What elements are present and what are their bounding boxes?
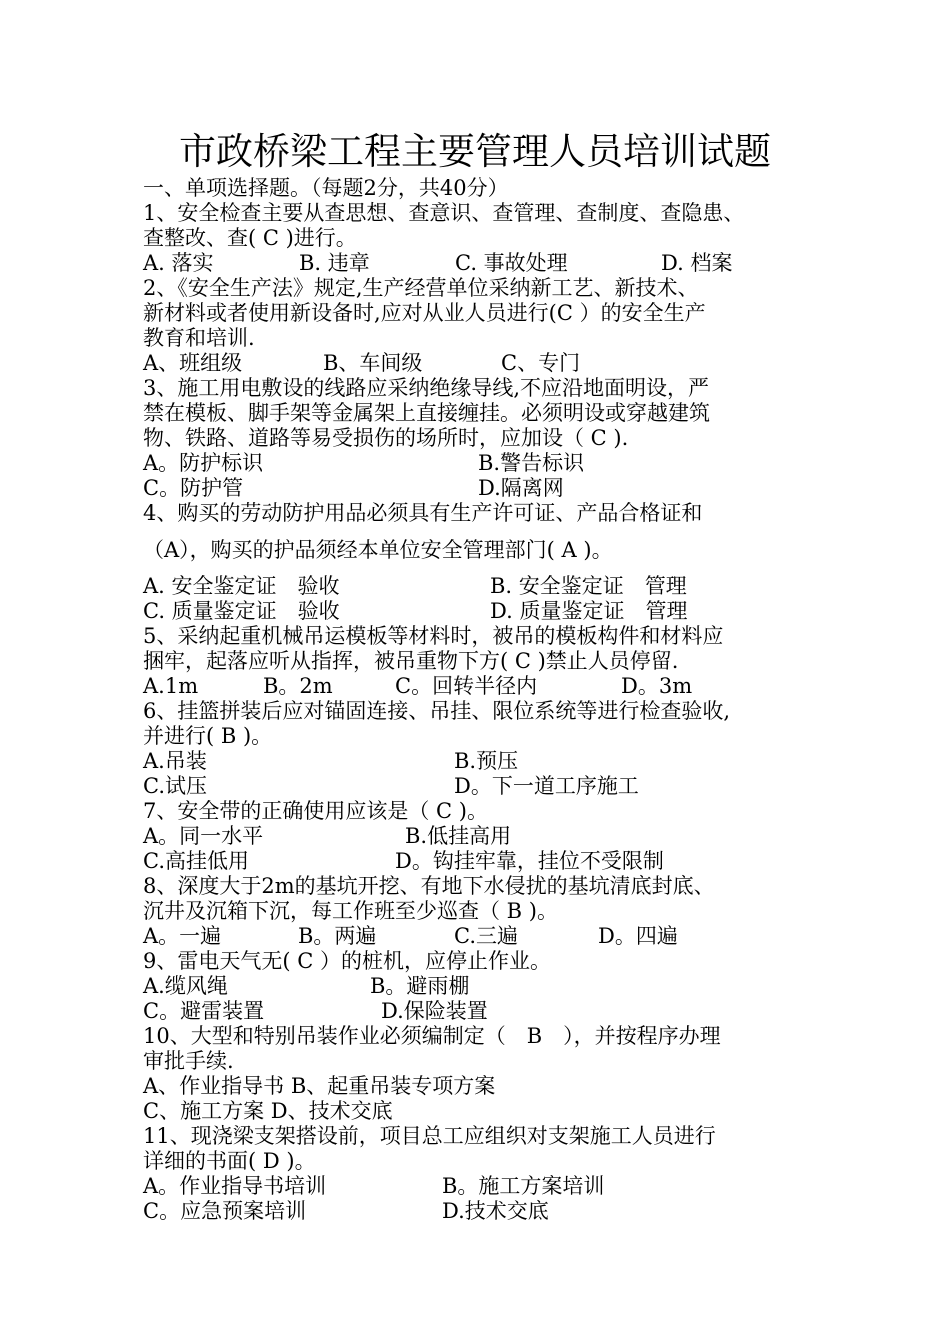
question-8-stem-line-2: 沉井及沉箱下沉，每工作班至少巡查（ B )。 — [143, 899, 558, 923]
question-6-option-b: B.预压 — [454, 749, 519, 773]
question-1-stem-line-2: 查整改、查( C )进行。 — [143, 226, 357, 250]
question-3-stem-line-3: 物、铁路、道路等易受损伤的场所时，应加设（ C ). — [143, 426, 629, 450]
question-1-options — [143, 251, 833, 276]
question-8-option-b: B。两遍 — [298, 924, 377, 948]
question-3-option-c: C。防护管 — [143, 476, 244, 500]
question-11-option-d: D.技术交底 — [442, 1199, 549, 1223]
question-7-option-c: C.高挂低用 — [143, 849, 249, 873]
question-5-option-d: D。3m — [621, 674, 693, 698]
question-11-option-c: C。应急预案培训 — [143, 1199, 307, 1223]
question-8-option-d: D。四遍 — [598, 924, 678, 948]
question-4-option-d: D. 质量鉴定证 管理 — [490, 599, 688, 623]
question-7-options-row-2 — [143, 849, 833, 874]
question-2-stem-line-3: 教育和培训. — [143, 326, 255, 350]
question-6-options-row-1 — [143, 749, 833, 774]
question-9-option-a: A.缆风绳 — [143, 974, 228, 998]
question-5-stem-line-2: 捆牢，起落应听从指挥，被吊重物下方( C )禁止人员停留. — [143, 649, 679, 673]
question-11-options-row-2 — [143, 1199, 833, 1224]
question-list — [143, 176, 833, 1224]
question-2-stem-line-2: 新材料或者使用新设备时,应对从业人员进行(C ）的安全生产 — [143, 301, 706, 325]
question-5-options — [143, 674, 833, 699]
question-4-option-c: C. 质量鉴定证 验收 — [143, 599, 340, 623]
question-2-options — [143, 351, 833, 376]
question-4-stem-line-2: （A），购买的护品须经本单位安全管理部门( A )。 — [143, 538, 613, 562]
question-6-option-d: D。下一道工序施工 — [454, 774, 639, 798]
question-11-stem-line-2: 详细的书面( D )。 — [143, 1149, 316, 1173]
question-4-option-b: B. 安全鉴定证 管理 — [490, 574, 687, 598]
question-1-stem-line-1: 1、安全检查主要从查思想、查意识、查管理、查制度、查隐患、 — [143, 201, 745, 225]
question-2-option-b: B、车间级 — [323, 351, 423, 375]
question-6-option-c: C.试压 — [143, 774, 207, 798]
question-4-option-a: A. 安全鉴定证 验收 — [143, 574, 340, 598]
question-8-option-a: A。一遍 — [143, 924, 222, 948]
question-11-options-row-1 — [143, 1174, 833, 1199]
question-10-stem-line-1: 10、大型和特别吊装作业必须编制定（ B ），并按程序办理 — [143, 1024, 721, 1048]
question-11-stem-line-1: 11、现浇梁支架搭设前，项目总工应组织对支架施工人员进行 — [143, 1124, 716, 1148]
question-5-option-b: B。2m — [263, 674, 333, 698]
question-9-options-row-2 — [143, 999, 833, 1024]
question-9-option-d: D.保险装置 — [381, 999, 488, 1023]
question-6-stem-line-1: 6、挂篮拼装后应对锚固连接、吊挂、限位系统等进行检查验收, — [143, 699, 731, 723]
question-4-stem-line-1: 4、购买的劳动防护用品必须具有生产许可证、产品合格证和 — [143, 501, 703, 525]
question-3-options-row-2 — [143, 476, 833, 501]
question-7-option-b: B.低挂高用 — [405, 824, 512, 848]
question-3-stem-line-2: 禁在模板、脚手架等金属架上直接缠挂。必须明设或穿越建筑 — [143, 401, 710, 425]
question-6-stem-line-2: 并进行( B )。 — [143, 724, 273, 748]
question-6-options-row-2 — [143, 774, 833, 799]
question-1-option-b: B. 违章 — [299, 251, 370, 275]
question-1-option-c: C. 事故处理 — [455, 251, 568, 275]
question-10-options-row-2: C、施工方案 D、技术交底 — [143, 1099, 393, 1123]
question-9-option-b: B。避雨棚 — [370, 974, 470, 998]
question-3-option-d: D.隔离网 — [478, 476, 564, 500]
question-3-option-a: A。防护标识 — [143, 451, 264, 475]
question-5-stem-line-1: 5、采纳起重机械吊运模板等材料时，被吊的模板构件和材料应 — [143, 624, 724, 648]
question-11-option-a: A。作业指导书培训 — [143, 1174, 327, 1198]
question-9-option-c: C。避雷装置 — [143, 999, 265, 1023]
question-8-options — [143, 924, 833, 949]
question-9-stem-line-1: 9、雷电天气无( C ）的桩机，应停止作业。 — [143, 949, 551, 973]
question-4-options-row-2 — [143, 599, 833, 624]
question-1-option-d: D. 档案 — [661, 251, 733, 275]
document-title: 市政桥梁工程主要管理人员培训试题 — [179, 130, 771, 173]
question-3-stem-line-1: 3、施工用电敷设的线路应采纳绝缘导线,不应沿地面明设，严 — [143, 376, 710, 400]
question-8-option-c: C.三遍 — [454, 924, 518, 948]
question-5-option-c: C。回转半径内 — [395, 674, 538, 698]
question-1-option-a: A. 落实 — [143, 251, 214, 275]
question-4-options-row-1 — [143, 574, 833, 599]
question-6-option-a: A.吊装 — [143, 749, 207, 773]
question-2-option-a: A、班组级 — [143, 351, 243, 375]
question-2-stem-line-1: 2、《安全生产法》规定,生产经营单位采纳新工艺、新技术、 — [143, 276, 699, 300]
question-5-option-a: A.1m — [143, 674, 199, 698]
question-3-option-b: B.警告标识 — [478, 451, 585, 475]
question-7-option-a: A。同一水平 — [143, 824, 264, 848]
question-2-option-c: C、专门 — [501, 351, 581, 375]
question-9-options-row-1 — [143, 974, 833, 999]
question-7-option-d: D。钩挂牢靠，挂位不受限制 — [395, 849, 664, 873]
question-7-options-row-1 — [143, 824, 833, 849]
question-11-option-b: B。施工方案培训 — [442, 1174, 605, 1198]
question-3-options-row-1 — [143, 451, 833, 476]
question-10-stem-line-2: 审批手续. — [143, 1049, 234, 1073]
section-header: 一、单项选择题。（每题2分，共40分） — [143, 176, 509, 200]
question-10-options-row-1: A、作业指导书 B、起重吊装专项方案 — [143, 1074, 496, 1098]
question-8-stem-line-1: 8、深度大于2m的基坑开挖、有地下水侵扰的基坑清底封底、 — [143, 874, 715, 898]
question-7-stem-line-1: 7、安全带的正确使用应该是（ C )。 — [143, 799, 488, 823]
